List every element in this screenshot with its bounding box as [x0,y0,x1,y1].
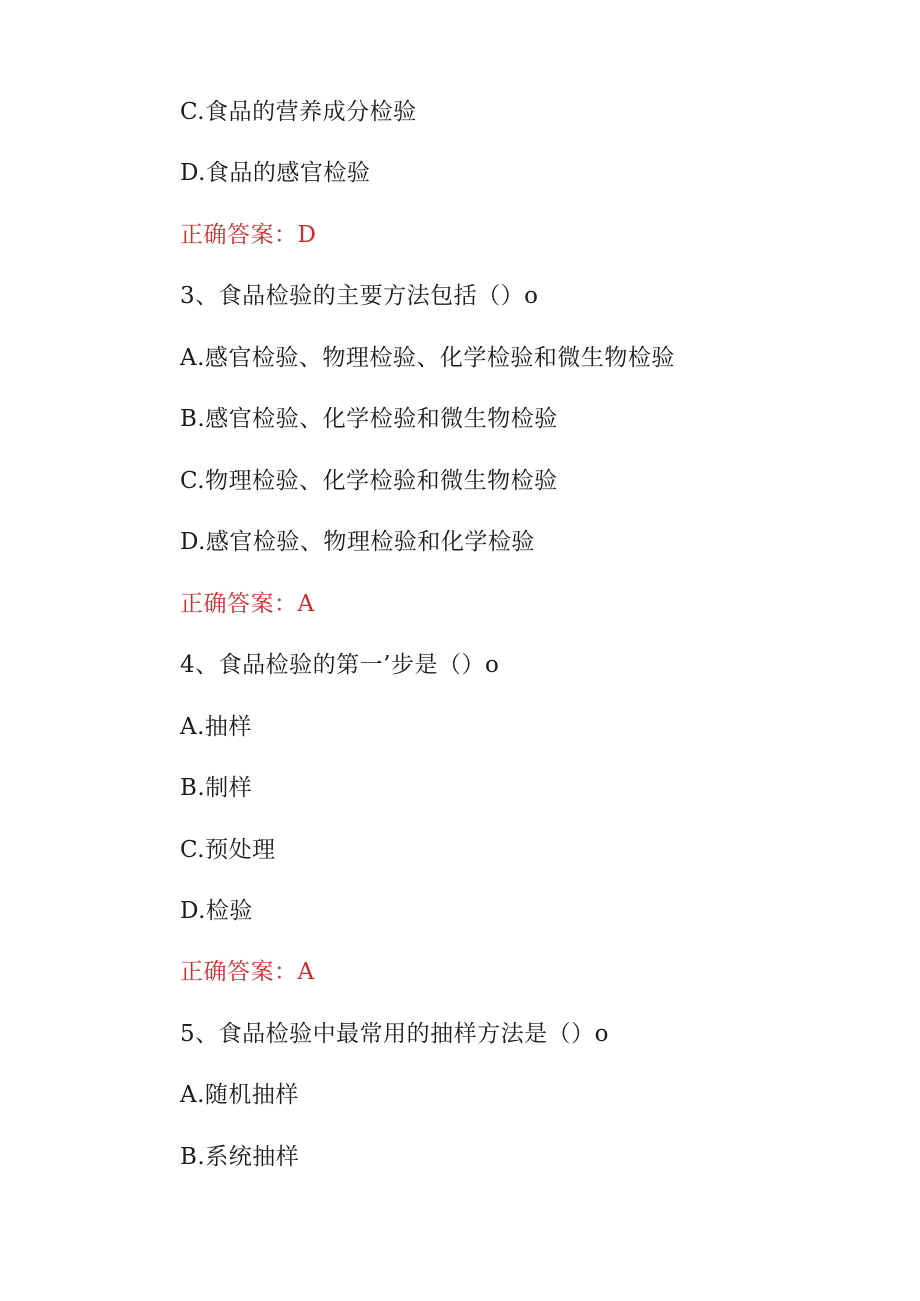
question-5: 5、食品检验中最常用的抽样方法是（）o [180,1021,609,1047]
option-4c: C.预处理 [180,837,276,863]
option-4d: D.检验 [180,898,253,924]
option-5b: B.系统抽样 [180,1144,300,1170]
answer-4: 正确答案：A [180,959,315,985]
question-4: 4、食品检验的第一’步是（）o [180,652,500,678]
option-5a: A.随机抽样 [180,1082,299,1108]
option-2d: D.食品的感官检验 [180,160,371,186]
option-2c: C.食品的营养成分检验 [180,99,417,125]
option-3c: C.物理检验、化学检验和微生物检验 [180,468,558,494]
answer-2: 正确答案：D [180,222,317,248]
option-4a: A.抽样 [180,714,252,740]
option-3d: D.感官检验、物理检验和化学检验 [180,529,535,555]
answer-3: 正确答案：A [180,591,315,617]
question-3: 3、食品检验的主要方法包括（）o [180,283,539,309]
option-3b: B.感官检验、化学检验和微生物检验 [180,406,558,432]
option-4b: B.制样 [180,775,253,801]
option-3a: A.感官检验、物理检验、化学检验和微生物检验 [180,345,675,371]
